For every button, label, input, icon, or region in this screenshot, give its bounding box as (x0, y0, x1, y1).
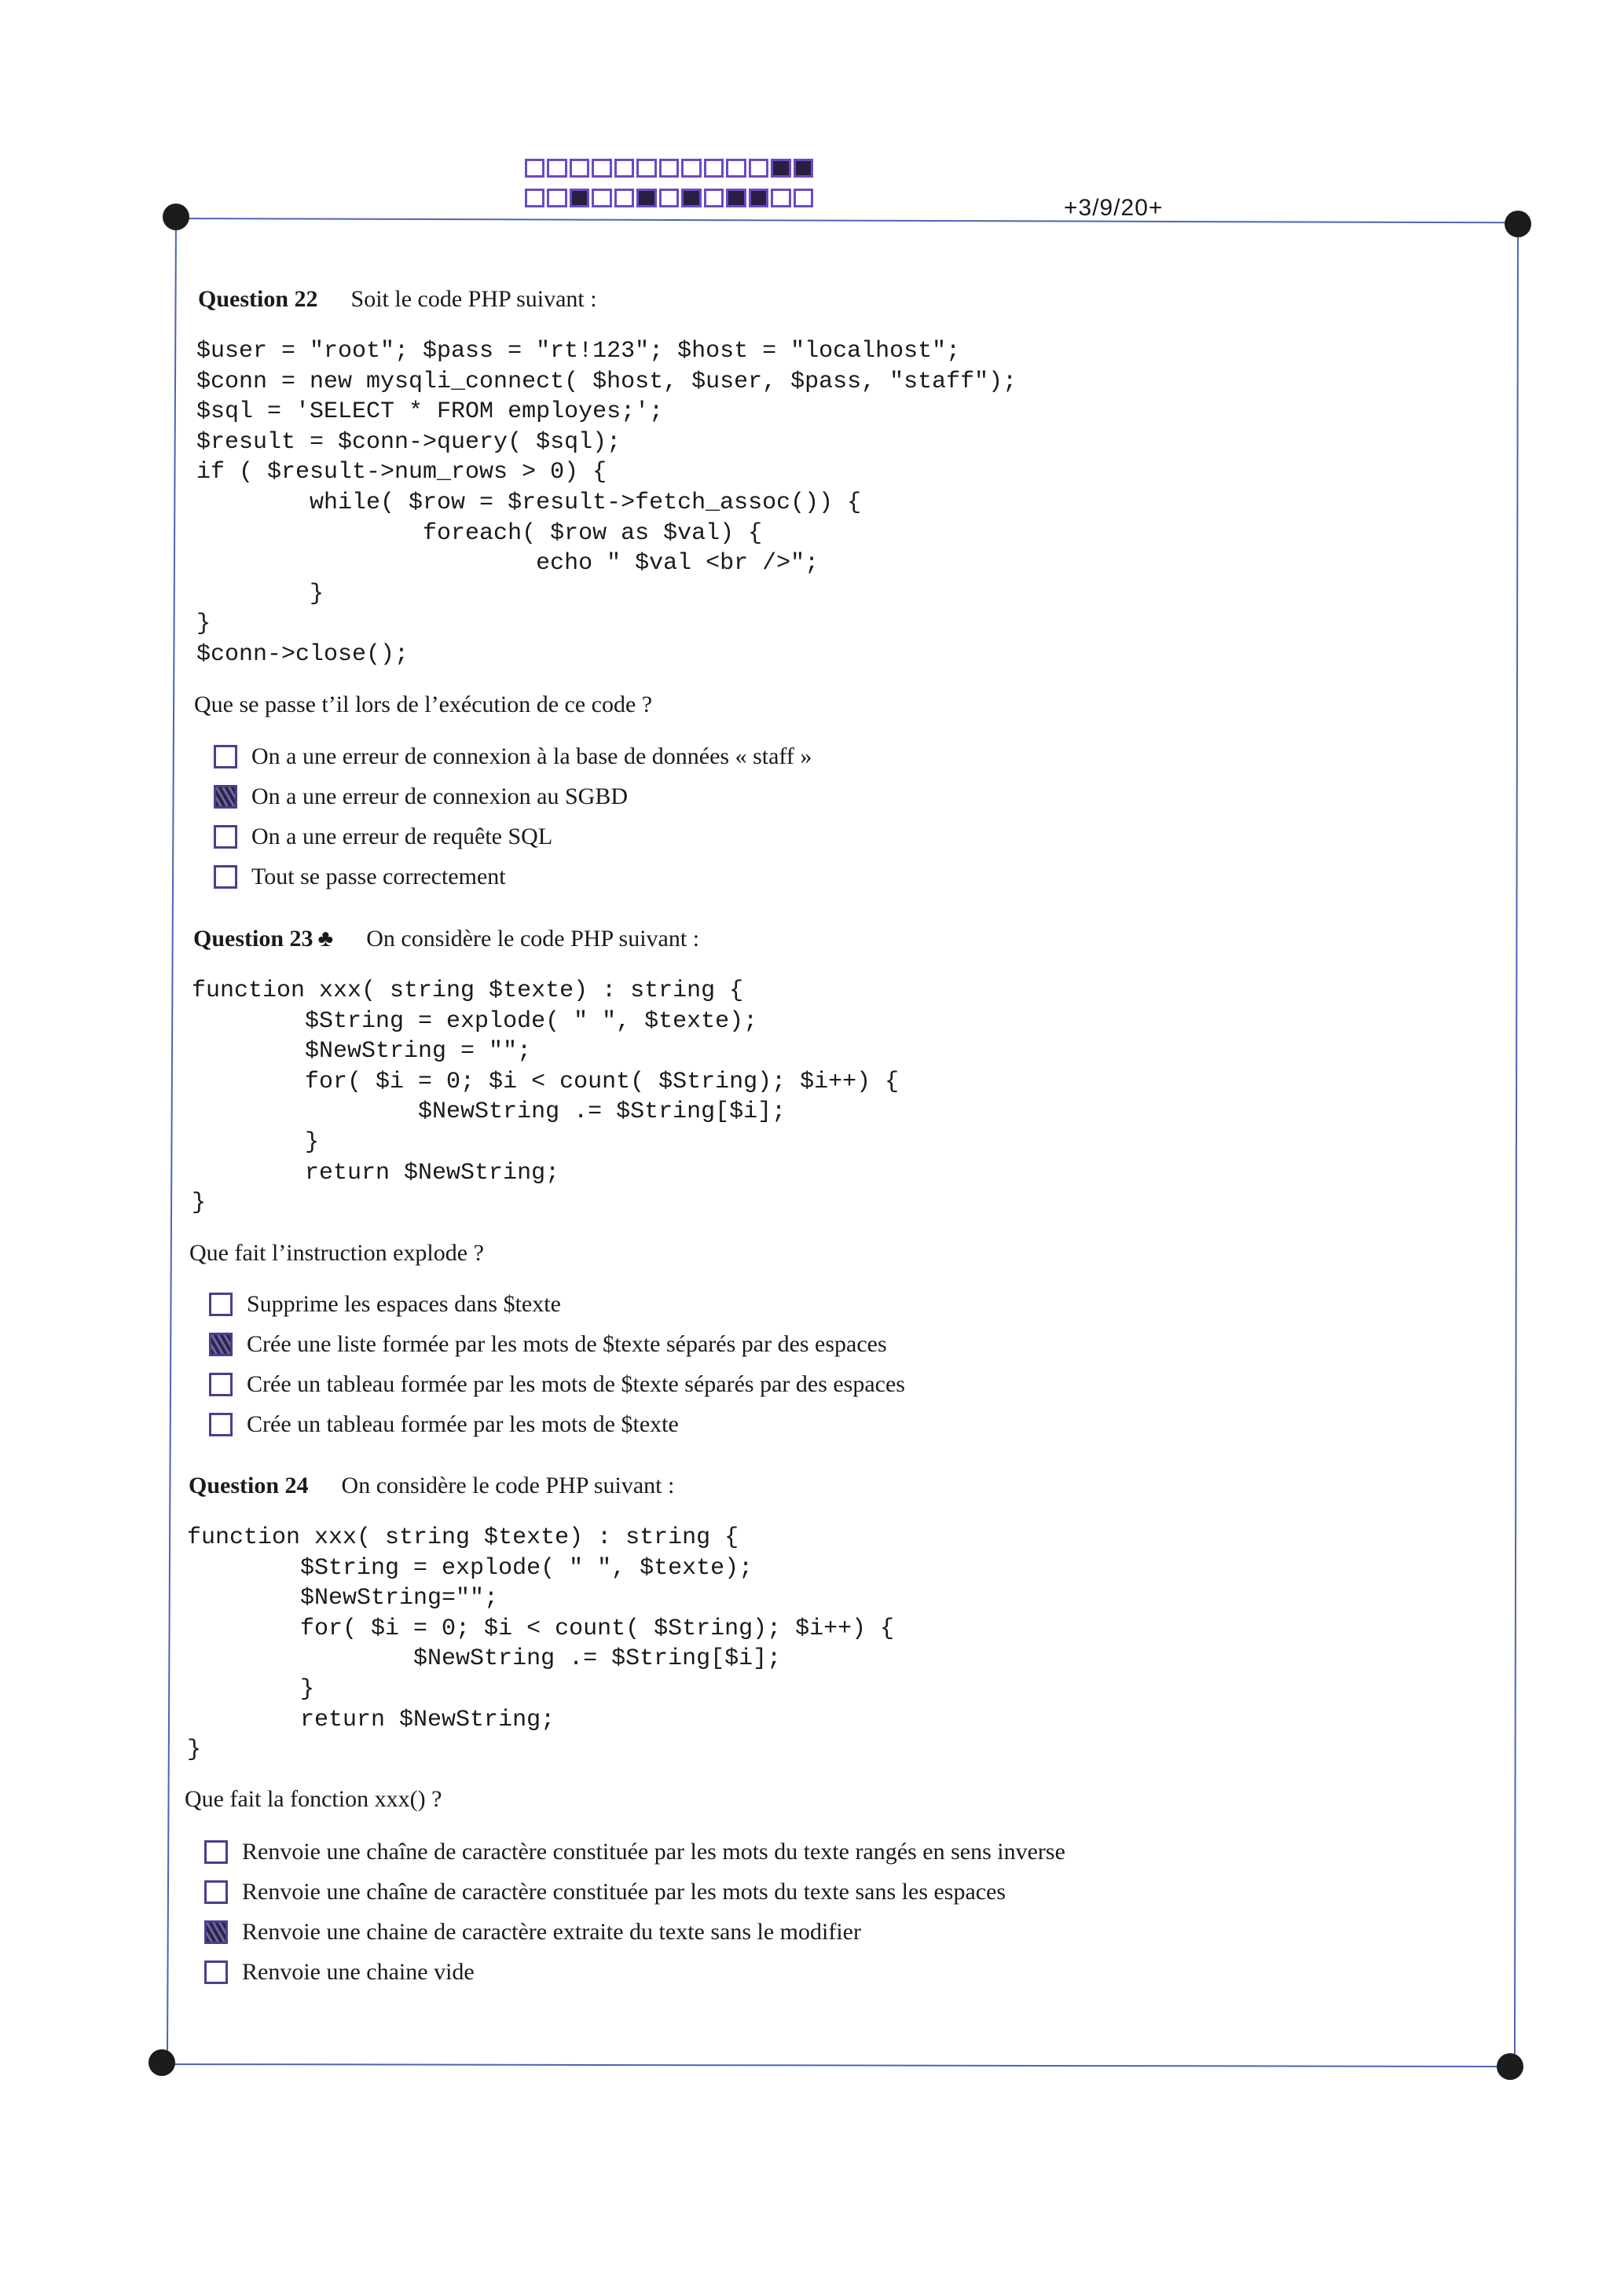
frame-top-line (177, 218, 1517, 223)
barcode-cell (592, 159, 611, 178)
barcode-cell (570, 159, 589, 178)
question-intro: On considère le code PHP suivant : (341, 1473, 675, 1498)
barcode-cell (636, 159, 656, 178)
page-id: +3/9/20+ (1064, 195, 1164, 221)
code-block: function xxx( string $texte) : string { $String = explode( " ", $texte); $NewString=""; for( $i = 0; $i < count( $String); $i++) { $NewString .= $String[$i]; } return $NewString; } (187, 1524, 895, 1764)
checkbox-icon[interactable] (204, 1880, 228, 1904)
question-23-header (193, 926, 699, 952)
question-intro: Soit le code PHP suivant : (350, 286, 597, 312)
barcode-cell (794, 189, 813, 207)
checkbox-icon[interactable] (214, 745, 237, 768)
barcode-cell (726, 189, 746, 207)
question-24-header (189, 1473, 674, 1499)
question-prompt: Que se passe t’il lors de l’exécution de ce code ? (194, 691, 653, 717)
checkbox-icon[interactable] (209, 1293, 233, 1316)
barcode-cell (681, 159, 701, 178)
question-title: Question 22 (198, 286, 318, 312)
code-block: $user = "root"; $pass = "rt!123"; $host = "localhost"; $conn = new mysqli_connect( $host, $user, $pass, "staff"); $sql = 'SELECT * FROM employes;'; $result = $conn->query( $sql); if ( $result->num_rows > 0) { while( $row = $result->fetch_assoc()) { foreach( $row as $val) { echo " $val <br />"; } } $conn->close(); (196, 338, 1017, 668)
checkbox-icon[interactable] (214, 825, 237, 849)
answer-list (209, 1284, 905, 1444)
barcode-cell (794, 159, 813, 178)
answer-option[interactable]: Supprime les espaces dans $texte (209, 1284, 905, 1324)
answer-option[interactable]: Crée un tableau formée par les mots de $texte séparés par des espaces (209, 1364, 905, 1404)
answer-option[interactable]: Renvoie une chaîne de caractère constituée par les mots du texte rangés en sens inverse (204, 1832, 1065, 1872)
barcode-row-1 (525, 159, 816, 181)
frame-right-line (1514, 223, 1519, 2065)
barcode-cell (547, 159, 566, 178)
barcode-cell (659, 189, 679, 207)
corner-marker-bottom-left (148, 2049, 175, 2076)
barcode-cell (749, 189, 768, 207)
barcode-cell (614, 159, 634, 178)
checkbox-icon[interactable] (209, 1413, 233, 1436)
barcode-cell (570, 189, 589, 207)
barcode-cell (704, 189, 724, 207)
checkbox-icon[interactable] (214, 785, 237, 809)
corner-marker-top-right (1505, 211, 1531, 237)
frame-bottom-line (163, 2063, 1512, 2067)
barcode-cell (614, 189, 634, 207)
question-title: Question 24 (189, 1473, 309, 1498)
checkbox-icon[interactable] (209, 1333, 233, 1356)
barcode-cell (525, 189, 544, 207)
barcode-cell (771, 189, 790, 207)
answer-option-checked[interactable]: On a une erreur de connexion au SGBD (214, 776, 812, 816)
barcode-cell (749, 159, 768, 178)
question-22-header (198, 286, 597, 313)
checkbox-icon[interactable] (214, 865, 237, 889)
barcode-cell (681, 189, 701, 207)
answer-list (204, 1832, 1065, 1992)
corner-marker-bottom-right (1497, 2053, 1523, 2080)
answer-option[interactable]: Crée un tableau formée par les mots de $texte (209, 1404, 905, 1444)
question-intro: On considère le code PHP suivant : (366, 926, 700, 952)
question-prompt: Que fait l’instruction explode ? (189, 1240, 484, 1266)
checkbox-icon[interactable] (204, 1920, 228, 1944)
barcode-row-2 (525, 189, 816, 211)
code-block: function xxx( string $texte) : string { $String = explode( " ", $texte); $NewString = ""; for( $i = 0; $i < count( $String); $i++) { $NewString .= $String[$i]; } return $NewString; } (192, 977, 900, 1217)
checkbox-icon[interactable] (204, 1840, 228, 1864)
answer-option[interactable]: On a une erreur de connexion à la base de données « staff » (214, 736, 812, 776)
answer-option-checked[interactable]: Renvoie une chaine de caractère extraite du texte sans le modifier (204, 1912, 1065, 1952)
barcode-cell (636, 189, 656, 207)
answer-option[interactable]: Tout se passe correctement (214, 856, 812, 897)
barcode-cell (771, 159, 790, 178)
answer-option[interactable]: Renvoie une chaîne de caractère constituée par les mots du texte sans les espaces (204, 1872, 1065, 1912)
barcode-cell (525, 159, 544, 178)
frame-left-line (167, 219, 177, 2066)
answer-option[interactable]: Renvoie une chaine vide (204, 1952, 1065, 1992)
checkbox-icon[interactable] (209, 1373, 233, 1396)
barcode-cell (704, 159, 724, 178)
barcode-cell (592, 189, 611, 207)
answer-option[interactable]: On a une erreur de requête SQL (214, 816, 812, 856)
barcode-cell (547, 189, 566, 207)
answer-option-checked[interactable]: Crée une liste formée par les mots de $texte séparés par des espaces (209, 1324, 905, 1364)
barcode-cell (659, 159, 679, 178)
question-title: Question 23 (193, 926, 313, 952)
barcode-cell (726, 159, 746, 178)
question-prompt: Que fait la fonction xxx() ? (185, 1786, 442, 1812)
answer-list (214, 736, 812, 897)
club-icon: ♣ (317, 926, 334, 952)
checkbox-icon[interactable] (204, 1960, 228, 1984)
corner-marker-top-left (163, 204, 189, 230)
